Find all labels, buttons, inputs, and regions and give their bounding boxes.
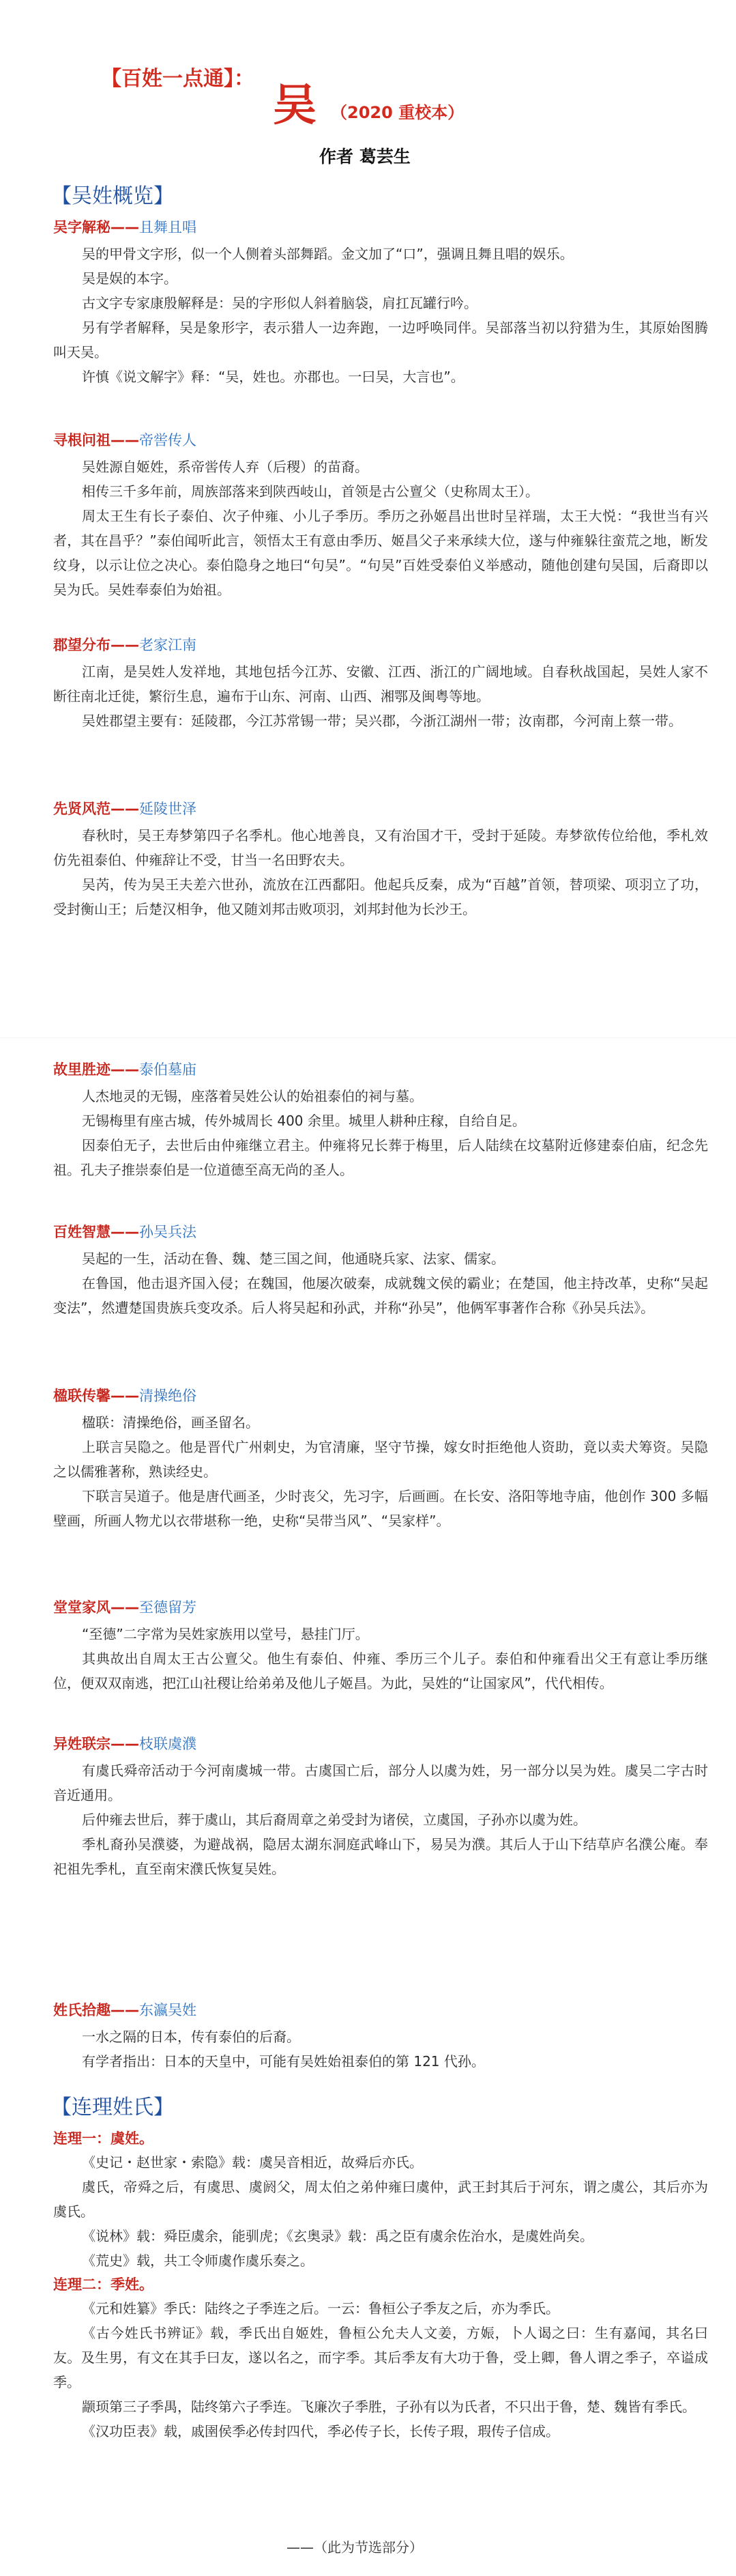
- section-yinglian: [53, 1386, 708, 1533]
- paragraph: 吴的甲骨文字形，似一个人侧着头部舞蹈。金文加了“口”，强调且舞且唱的娱乐。: [82, 246, 574, 262]
- paragraph: 许慎《说文解字》释：“吴，姓也。亦郡也。一曰吴，大言也”。: [82, 369, 465, 385]
- section-title: 郡望分布——老家江南: [53, 637, 196, 653]
- paragraph: 另有学者解释，吴是象形字，表示猎人一边奔跑，一边呼唤同伴。吴部落当初以狩猎为生，其原始图腾叫天吴。: [53, 319, 708, 360]
- paragraph: 《元和姓纂》季氏：陆终之子季连之后。一云：鲁桓公子季友之后，亦为季氏。: [82, 2300, 559, 2317]
- paragraph: 相传三千多年前，周族部落来到陕西岐山，首领是古公亶父（史称周太王）。: [82, 483, 539, 500]
- section-zhihui: [53, 1222, 708, 1320]
- section-junwang: [53, 635, 708, 733]
- section-title: 寻根问祖——帝喾传人: [53, 432, 196, 448]
- section-title: 先贤风范——延陵世泽: [53, 801, 196, 817]
- paragraph: 吴姓郡望主要有：延陵郡，今江苏常锡一带；吴兴郡，今浙江湖州一带；汝南郡，今河南上蔡一带。: [82, 713, 682, 729]
- section-shiqu: [53, 2000, 708, 2074]
- section-title: 百姓智慧——孙吴兵法: [53, 1224, 196, 1240]
- paragraph: 《汉功臣表》载，戚圉侯季必传封四代，季必传子长，长传子瑕，瑕传子信成。: [82, 2423, 559, 2439]
- paragraph: 有学者指出：日本的天皇中，可能有吴姓始祖泰伯的第 121 代孙。: [82, 2053, 485, 2070]
- paragraph: 季札裔孙吴濮婆，为避战祸，隐居太湖东洞庭武峰山下，易吴为濮。其后人于山下结草庐名濮公庵。奉祀祖先季札，直至南宋濮氏恢复吴姓。: [53, 1836, 708, 1877]
- surname-title: 吴: [273, 81, 317, 131]
- section-lianzong: [53, 1734, 708, 1881]
- paragraph: 《古今姓氏书辨证》载，季氏出自姬姓，鲁桓公允夫人文姜，方娠，卜人谒之曰：生有嘉闻，其名曰友。及生男，有文在其手曰友，遂以名之，而字季。其后季友有大功于鲁，受上卿，鲁人谓之季子，卒谥成季。: [53, 2325, 708, 2390]
- paragraph: 春秋时，吴王寿梦第四子名季札。他心地善良，又有治国才干，受封于延陵。寿梦欲传位给他，季札效仿先祖泰伯、仲雍辞让不受，甘当一名田野农夫。: [53, 827, 708, 868]
- header-tag: 【百姓一点通】：: [101, 67, 254, 91]
- section-title: 姓氏拾趣——东瀛吴姓: [53, 2002, 196, 2018]
- section-title: 楹联传馨——清操绝俗: [53, 1388, 196, 1404]
- paragraph: 在鲁国，他击退齐国入侵；在魏国，他屡次破秦，成就魏文侯的霸业；在楚国，他主持改革，史称“吴起变法”，然遭楚国贵族兵变攻杀。后人将吴起和孙武，并称“孙吴”，他俩军事著作合称《孙吴兵法》。: [53, 1275, 708, 1316]
- section-jiafeng: [53, 1597, 708, 1695]
- paragraph: 《说林》载：舜臣虞余，能驯虎；《玄奥录》载：禹之臣有虞余佐治水，是虞姓尚矣。: [82, 2228, 593, 2244]
- paragraph: 因泰伯无子，去世后由仲雍继立君主。仲雍将兄长葬于梅里，后人陆续在坟墓附近修建泰伯庙，纪念先祖。孔夫子推崇泰伯是一位道德至高无尚的圣人。: [53, 1137, 708, 1178]
- paragraph: 后仲雍去世后，葬于虞山，其后裔周章之弟受封为诸侯，立虞国，子孙亦以虞为姓。: [82, 1812, 587, 1828]
- paragraph: 《荒史》载，共工令师虞作虞乐奏之。: [82, 2252, 314, 2269]
- paragraph: 古文字专家康殷解释是：吴的字形似人斜着脑袋，肩扛瓦罐行吟。: [82, 295, 477, 311]
- paragraph: 《史记・赵世家・索隐》载：虞吴音相近，故舜后亦氏。: [82, 2154, 423, 2171]
- paragraph: 吴起的一生，活动在鲁、魏、楚三国之间，他通晓兵家、法家、儒家。: [82, 1250, 505, 1267]
- paragraph: 吴姓源自姬姓，系帝喾传人弃（后稷）的苗裔。: [82, 459, 368, 475]
- paragraph: 江南，是吴姓人发祥地，其地包括今江苏、安徽、江西、浙江的广阔地域。自春秋战国起，吴姓人家不断往南北迁徙，繁衍生息，遍布于山东、河南、山西、湘鄂及闽粤等地。: [53, 663, 708, 704]
- linked-section: [53, 2127, 708, 2444]
- paragraph: 下联言吴道子。他是唐代画圣，少时丧父，先习字，后画画。在长安、洛阳等地寺庙，他创作 300 多幅壁画，所画人物尤以衣带堪称一绝，史称“吴带当风”、“吴家样”。: [53, 1488, 708, 1529]
- paragraph: 一水之隔的日本，传有泰伯的后裔。: [82, 2029, 300, 2045]
- section-wuzi: [53, 217, 708, 389]
- section-title: 堂堂家风——至德留芳: [53, 1599, 196, 1616]
- edition-label: （2020 重校本）: [331, 103, 465, 122]
- overview-heading: 【吴姓概览】: [51, 184, 174, 208]
- paragraph: 虞氏，帝舜之后，有虞思、虞阏父，周太伯之弟仲雍曰虞仲，武王封其后于河东，谓之虞公，其后亦为虞氏。: [53, 2179, 708, 2220]
- paragraph: 颛顼第三子季禺，陆终第六子季连。飞廉次子季胜，子孙有以为氏者，不只出于鲁，楚、魏皆有季氏。: [82, 2399, 696, 2415]
- section-guli: [53, 1059, 708, 1182]
- section-title: 吴字解秘——且舞且唱: [53, 219, 196, 235]
- paragraph: 楹联：清操绝俗，画圣留名。: [82, 1414, 259, 1431]
- section-xianxian: [53, 799, 708, 921]
- paragraph: 吴芮，传为吴王夫差六世孙，流放在江西鄱阳。他起兵反秦，成为“百越”首领，替项梁、项羽立了功，受封衡山王；后楚汉相争，他又随刘邦击败项羽，刘邦封他为长沙王。: [53, 876, 708, 917]
- author-line: 作者 葛芸生: [319, 147, 411, 167]
- paragraph: 有虞氏舜帝活动于今河南虞城一带。古虞国亡后，部分人以虞为姓，另一部分以吴为姓。虞吴二字古时音近通用。: [53, 1762, 708, 1803]
- section-xungen: [53, 430, 708, 602]
- paragraph: “至德”二字常为吴姓家族用以堂号，悬挂门厅。: [82, 1626, 369, 1642]
- paragraph: 人杰地灵的无锡，座落着吴姓公认的始祖泰伯的祠与墓。: [82, 1088, 423, 1104]
- linked-group-title: 连理一：虞姓。: [53, 2130, 153, 2147]
- paragraph: 周太王生有长子泰伯、次子仲雍、小儿子季历。季历之孙姬昌出世时呈祥瑞，太王大悦：“我世当有兴者，其在昌乎？”泰伯闻听此言，领悟太王有意由季历、姬昌父子来承续大位，遂与仲雍躲往蛮荒之地，断发纹身，以示让位之决心。泰伯隐身之地曰“句吴”。“句吴”百姓受泰伯义举感动，随他创建句吴国，后裔即以吴为氏。吴姓奉泰伯为始祖。: [53, 508, 708, 598]
- linked-heading: 【连理姓氏】: [51, 2095, 174, 2119]
- page-divider: [0, 1037, 736, 1038]
- linked-group-title: 连理二：季姓。: [53, 2276, 153, 2293]
- footer-note: ——（此为节选部分）: [286, 2539, 423, 2556]
- section-title: 故里胜迹——泰伯墓庙: [53, 1061, 196, 1078]
- paragraph: 无锡梅里有座古城，传外城周长 400 余里。城里人耕种庄稼，自给自足。: [82, 1113, 526, 1129]
- paragraph: 上联言吴隐之。他是晋代广州刺史，为官清廉，坚守节操，嫁女时拒绝他人资助，竟以卖犬筹资。吴隐之以儒雅著称，熟读经史。: [53, 1439, 708, 1480]
- paragraph: 其典故出自周太王古公亶父。他生有泰伯、仲雍、季历三个儿子。泰伯和仲雍看出父王有意让季历继位，便双双南逃，把江山社稷让给弟弟及他儿子姬昌。为此，吴姓的“让国家风”，代代相传。: [53, 1650, 708, 1691]
- paragraph: 吴是娱的本字。: [82, 270, 177, 287]
- section-title: 异姓联宗——枝联虞濮: [53, 1736, 196, 1752]
